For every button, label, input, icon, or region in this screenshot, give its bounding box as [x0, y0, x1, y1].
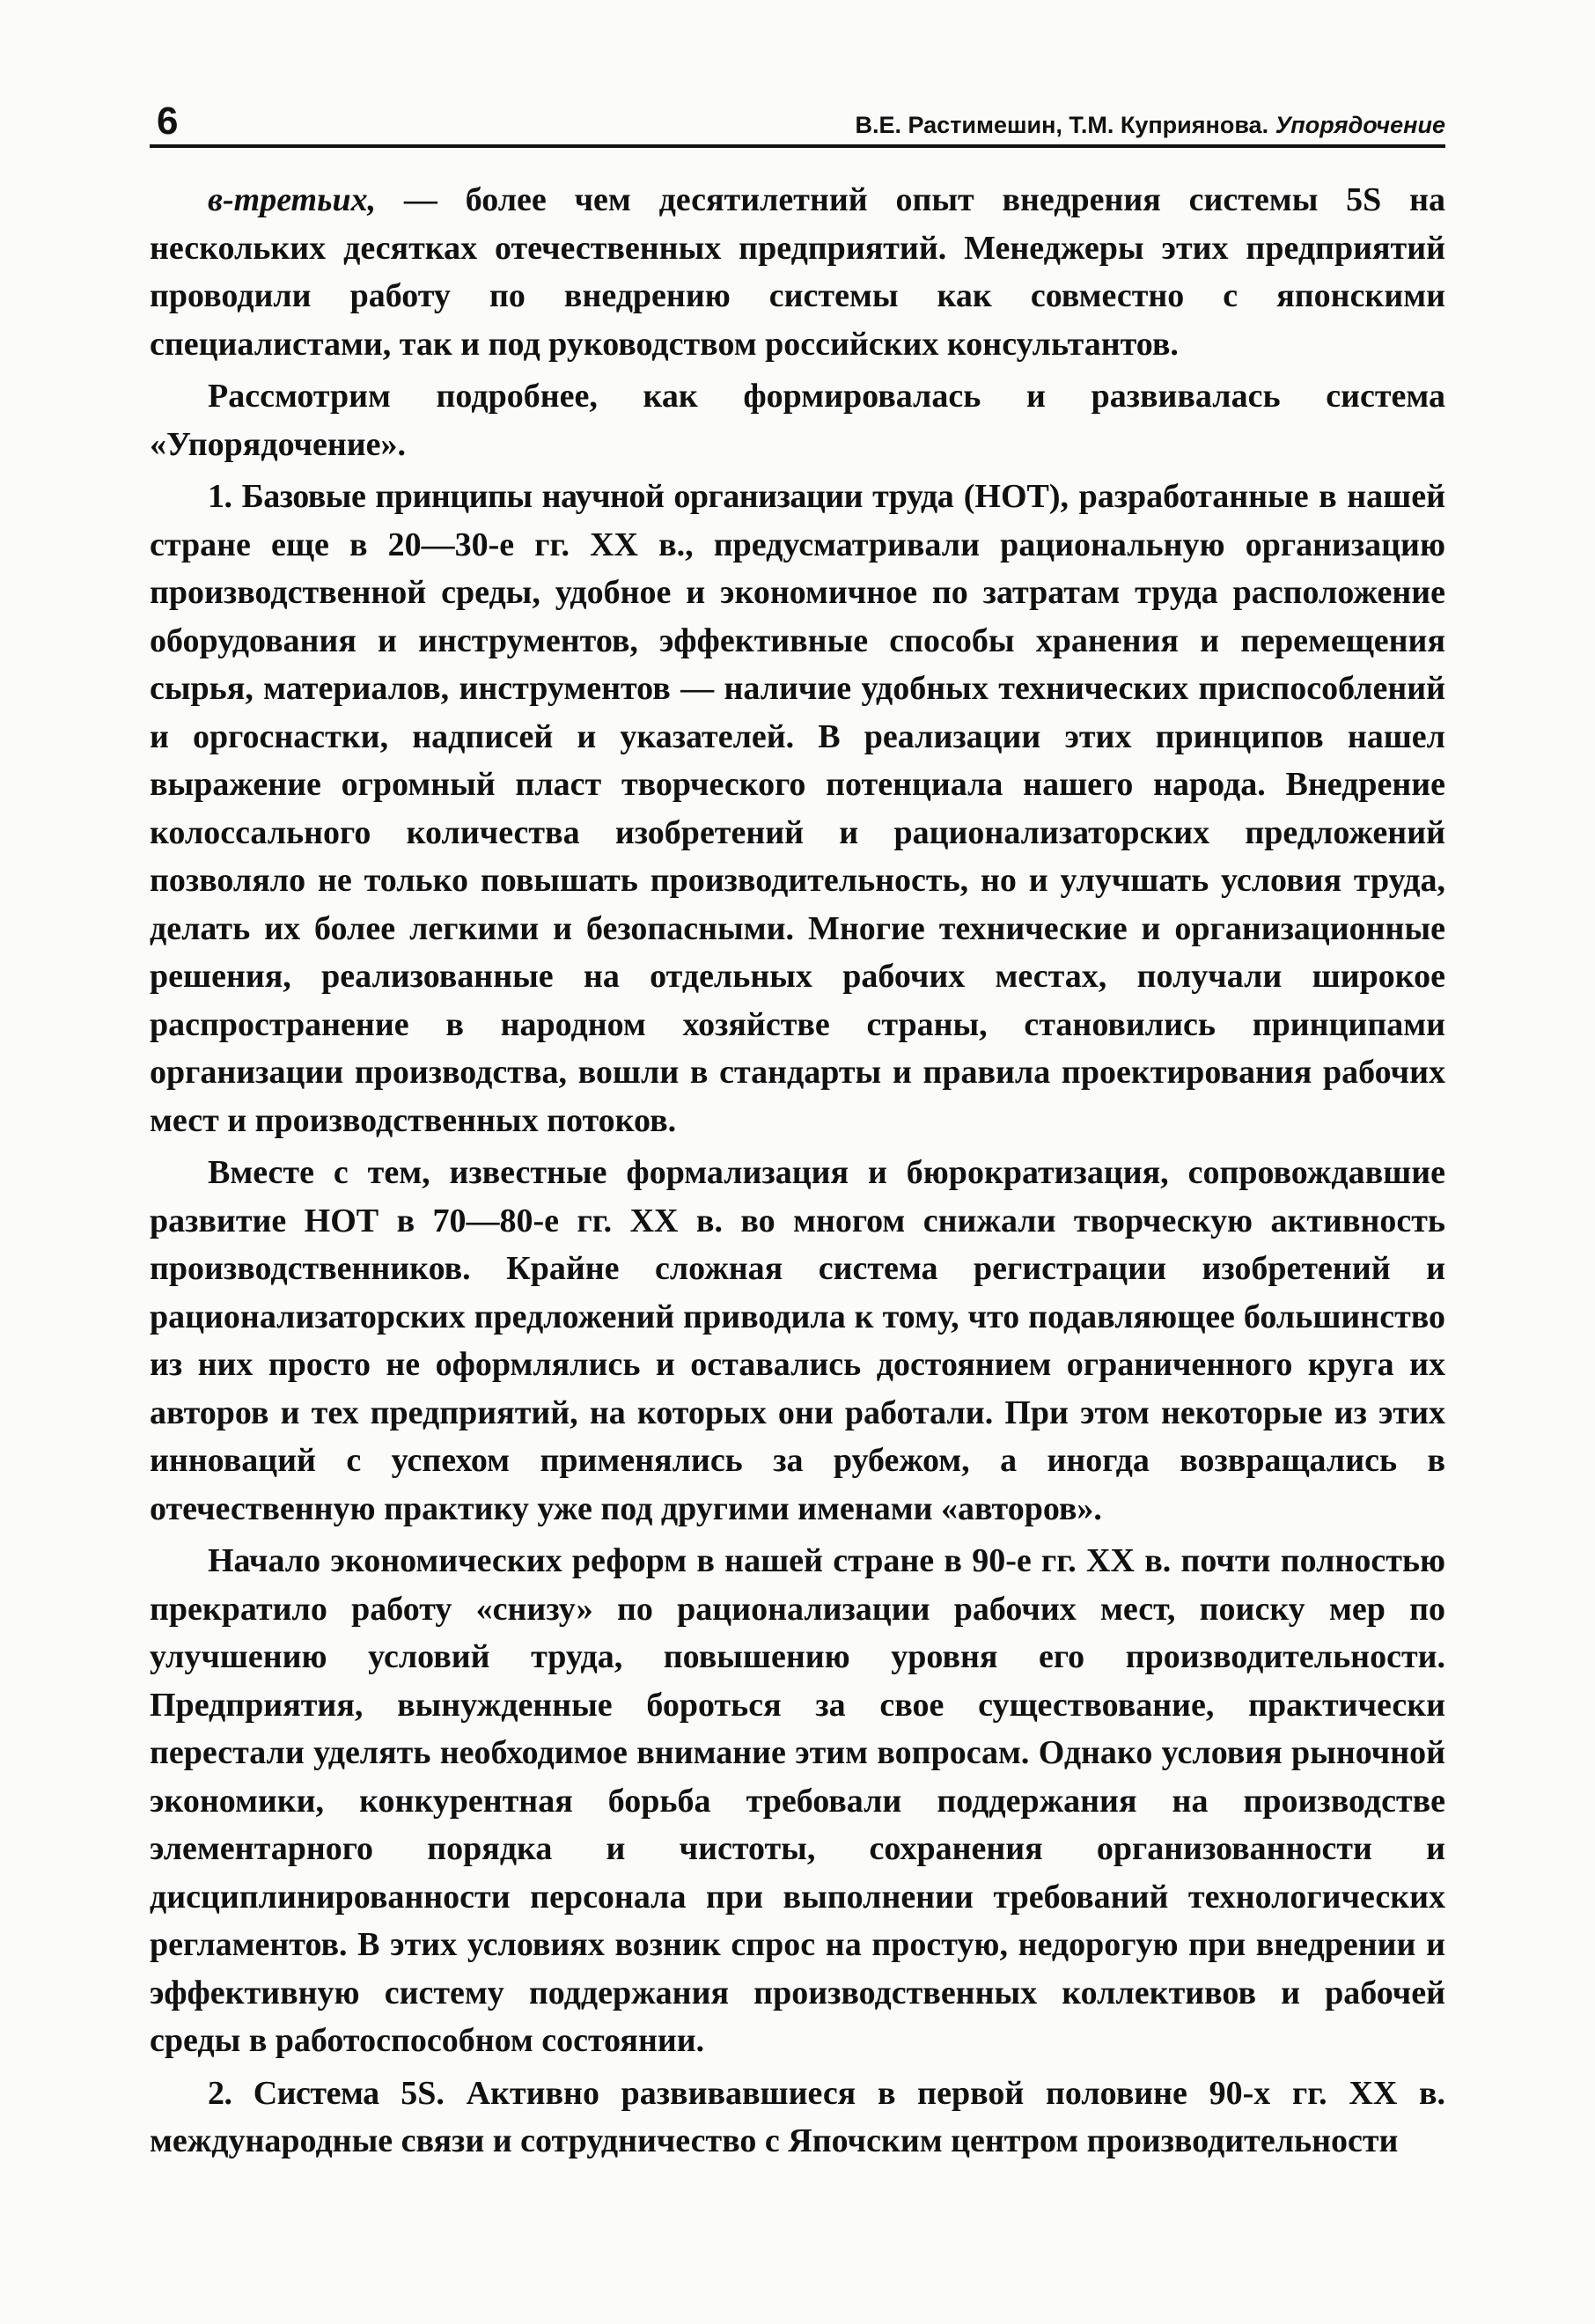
paragraph-text: Начало экономических реформ в нашей стране в 90-е гг. XX в. почти полностью прекратило работу «снизу» по рационализации рабочих мест, поиску мер по улучшению условий труда, повышению уровня его производительности. Предприятия, вынужденные бороться за свое существование, практически перестали уделять необходимое внимание этим вопросам. Однако условия рыночной экономики, конкурентная борьба требовали поддержания на производстве элементарного порядка и чистоты, сохранения организованности и дисциплинированности персонала при выполнении требований технологических регламентов. В этих условиях возник спрос на простую, недорогую при внедрении и эффективную систему поддержания производственных коллективов и рабочей среды в работоспособном состоянии. — [150, 1542, 1445, 2059]
paragraph — [150, 1149, 1445, 1533]
body-text — [150, 176, 1445, 2170]
section-heading: 1. Базовые принципы научной организации труда — [208, 478, 954, 515]
paragraph — [150, 176, 1445, 368]
paragraph-text: (НОТ), разработанные в нашей стране еще в 20—30-е гг. XX в., предусматривали рациональную организацию производственной среды, удобное и экономичное по затратам труда расположение оборудования и инструментов, эффективные способы хранения и перемещения сырья, материалов, инструментов — наличие удобных технических приспособлений и оргоснастки, надписей и указателей. В реализации этих принципов нашел выражение огромный пласт творческого потенциала нашего народа. Внедрение колоссального количества изобретений и рационализаторских предложений позволяло не только повышать производительность, но и улучшать условия труда, делать их более легкими и безопасными. Многие технические и организационные решения, реализованные на отдельных рабочих местах, получали широкое распространение в народном хозяйстве страны, становились принципами организации производства, вошли в стандарты и правила проектирования рабочих мест и производственных потоков. — [150, 478, 1445, 1139]
running-head-authors: В.Е. Растимешин, Т.М. Куприянова. — [855, 112, 1269, 138]
paragraph — [150, 372, 1445, 468]
paragraph-lead: в-третьих, — [208, 181, 377, 218]
page-header — [150, 95, 1445, 148]
paragraph — [150, 2070, 1445, 2166]
page-number: 6 — [157, 99, 179, 143]
paragraph-text: 5S. Активно развивавшиеся в первой половине 90-х гг. XX в. международные связи и сотрудничество с Япочским центром производительности — [150, 2074, 1446, 2159]
paragraph-text: Вместе с тем, известные формализация и бюрократизация, сопровождавшие развитие НОТ в 70—80-е гг. XX в. во многом снижали творческую активность производственников. Крайне сложная система регистрации изобретений и рационализаторских предложений приводила к тому, что подавляющее большинство из них просто не оформлялись и оставались достоянием ограниченного круга их авторов и тех предприятий, на которых они работали. При этом некоторые из этих инноваций с успехом применялись за рубежом, а иногда возвращались в отечественную практику уже под другими именами «авторов». — [150, 1154, 1445, 1527]
paragraph — [150, 473, 1445, 1144]
section-heading: 2. Система — [208, 2074, 379, 2112]
paragraph-text: — более чем десятилетний опыт внедрения системы 5S на нескольких десятках отечественных предприятий. Менеджеры этих предприятий проводили работу по внедрению системы как совместно с японскими специалистами, так и под руководством российских консультантов. — [150, 181, 1445, 363]
running-head — [856, 114, 1446, 137]
running-head-title: Упорядочение — [1275, 112, 1445, 138]
paragraph-text: Рассмотрим подробнее, как формировалась и развивалась система «Упорядочение». — [150, 378, 1445, 463]
paragraph — [150, 1537, 1445, 2065]
